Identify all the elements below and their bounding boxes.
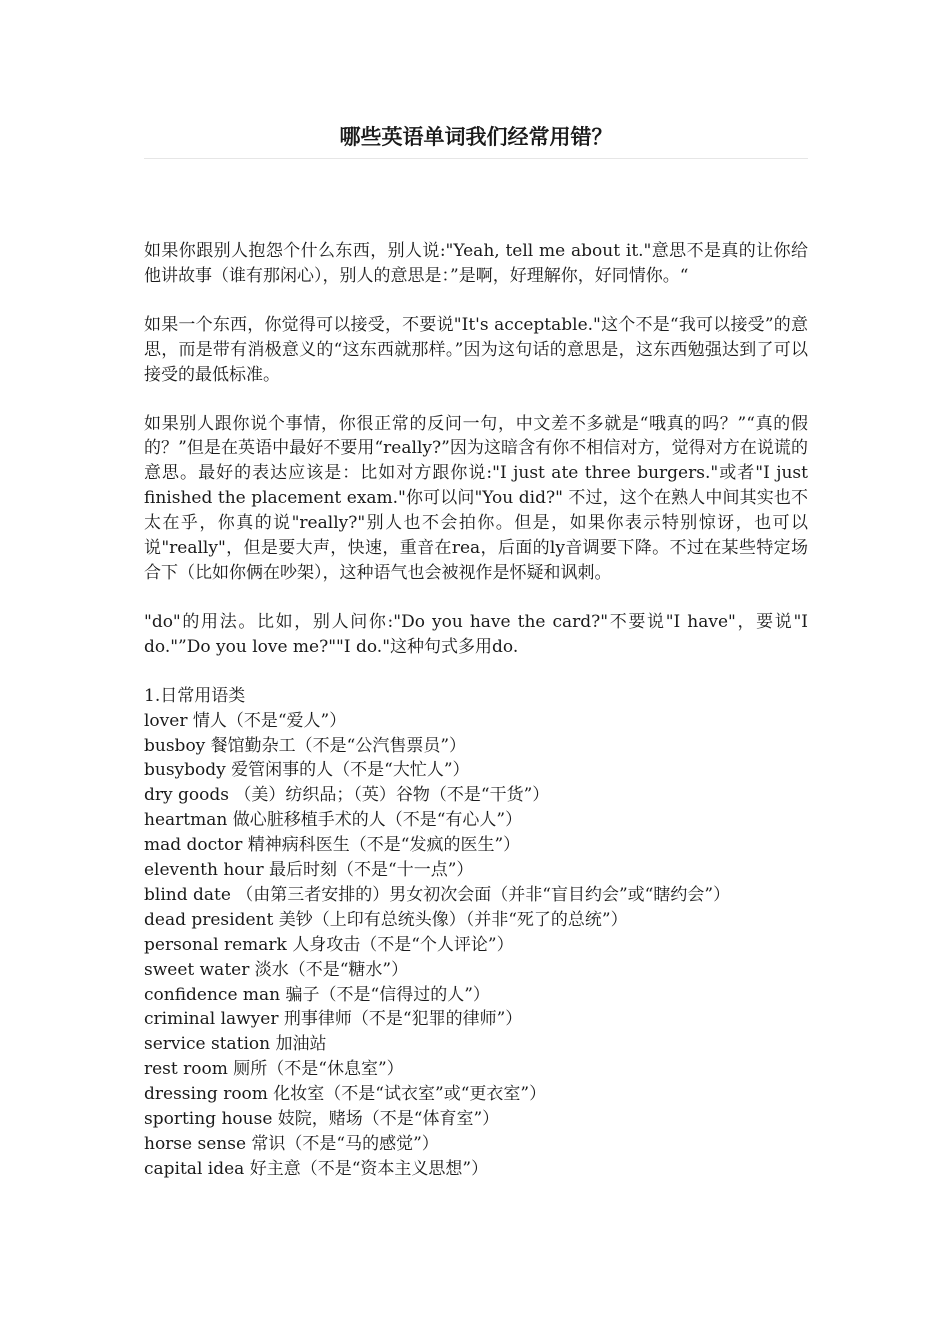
list-item: rest room 厕所（不是“休息室”）: [144, 1059, 404, 1080]
list-item: busybody 爱管闲事的人（不是“大忙人”）: [144, 760, 470, 781]
list-item: dead president 美钞（上印有总统头像）（并非“死了的总统”）: [144, 909, 628, 930]
document-body: [144, 239, 808, 1182]
list-item: criminal lawyer 刑事律师（不是“犯罪的律师”）: [144, 1009, 523, 1030]
paragraph-do-usage: "do"的用法。比如，别人问你:"Do you have the card?"不要说"I have"，要说"I do."”Do you love me?""I do."这种句式多用do.: [144, 611, 808, 657]
list-item: service station 加油站: [144, 1034, 327, 1055]
list-item: horse sense 常识（不是“马的感觉”）: [144, 1134, 439, 1154]
list-item: dressing room 化妆室（不是“试衣室”或“更衣室”）: [144, 1084, 547, 1105]
page-title: 哪些英语单词我们经常用错？: [339, 125, 613, 149]
paragraph-acceptable: 如果一个东西，你觉得可以接受，不要说"It's acceptable."这个不是“我可以接受”的意思，而是带有消极意义的“这东西就那样。”因为这句话的意思是，这东西勉强达到了可以接受的最低标准。: [144, 314, 808, 385]
paragraph-tell-me-about-it: 如果你跟别人抱怨个什么东西，别人说:"Yeah, tell me about it."意思不是真的让你给他讲故事（谁有那闲心），别人的意思是：”是啊，好理解你，好同情你。“: [144, 241, 808, 286]
list-item: heartman 做心脏移植手术的人（不是“有心人”）: [144, 810, 523, 831]
list-item: capital idea 好主意（不是“资本主义思想”）: [144, 1158, 489, 1179]
title-divider: [144, 158, 808, 159]
list-item: personal remark 人身攻击（不是“个人评论”）: [144, 934, 514, 955]
document-page: [144, 0, 808, 1182]
list-item: lover 情人（不是“爱人”）: [144, 710, 347, 731]
list-item: eleventh hour 最后时刻（不是“十一点”）: [144, 860, 474, 881]
list-item: blind date （由第三者安排的）男女初次会面（并非“盲目约会”或“瞎约会”）: [144, 884, 731, 905]
list-item: dry goods （美）纺织品；（英）谷物（不是“干货”）: [144, 785, 550, 806]
list-item: sweet water 淡水（不是“糖水”）: [144, 959, 409, 980]
list-item: sporting house 妓院，赌场（不是“体育室”）: [144, 1109, 500, 1130]
term-list: [144, 709, 808, 1182]
list-item: confidence man 骗子（不是“信得过的人”）: [144, 984, 490, 1005]
list-item: busboy 餐馆勤杂工（不是“公汽售票员”）: [144, 735, 467, 756]
list-item: mad doctor 精神病科医生（不是“发疯的医生”）: [144, 835, 521, 856]
section-heading: 1.日常用语类: [144, 685, 246, 706]
paragraph-really: 如果别人跟你说个事情，你很正常的反问一句，中文差不多就是“哦真的吗？”“真的假的？”但是在英语中最好不要用“really?”因为这暗含有你不相信对方，觉得对方在说谎的意思。最好的表达应该是：比如对方跟你说:"I just ate three burgers."或者"I just finished the placement exam."你可以问"You did?" 不过，这个在熟人中间其实也不太在乎，你真的说"really?"别人也不会拍你。但是，如果你表示特别惊讶，也可以说"really"，但是要大声，快速，重音在rea，后面的ly音调要下降。不过在某些特定场合下（比如你俩在吵架），这种语气也会被视作是怀疑和讽刺。: [144, 413, 808, 583]
